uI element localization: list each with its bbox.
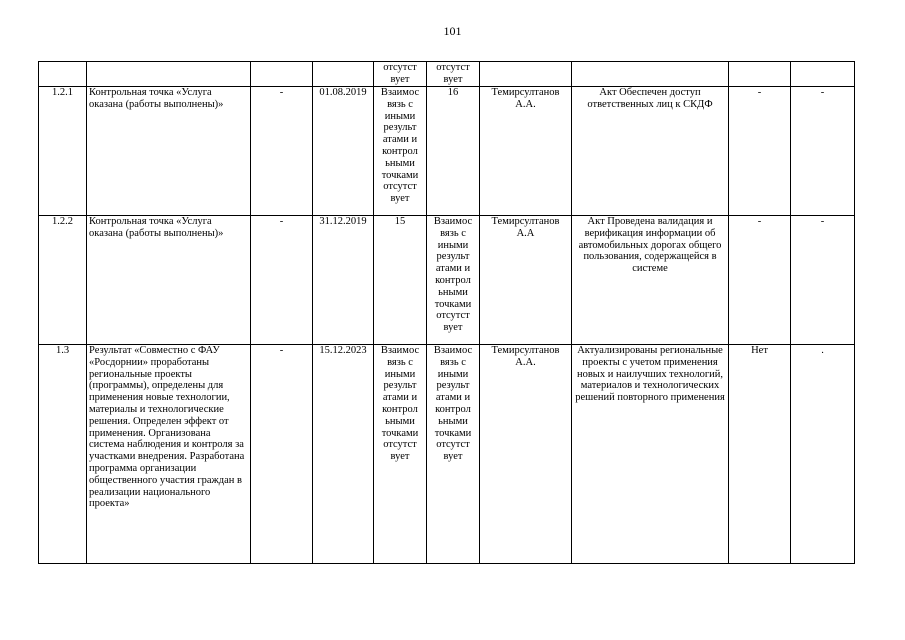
cell-col9: - bbox=[729, 216, 791, 345]
cell-date: 31.12.2019 bbox=[313, 216, 374, 345]
cell-col10: . bbox=[791, 345, 855, 564]
cell-responsible: Темирсултанов А.А. bbox=[480, 87, 572, 216]
cell-col5: отсутст вует bbox=[374, 62, 427, 87]
cell-col10: - bbox=[791, 87, 855, 216]
cell-col5: 15 bbox=[374, 216, 427, 345]
cell-col6: Взаимос вязь с иными результ атами и контрол ьными точками отсутст вует bbox=[427, 216, 480, 345]
cell-responsible: Темирсултанов А.А bbox=[480, 216, 572, 345]
cell-result: Акт Проведена валидация и верификация информации об автомобильных дорогах общего пользования, содержащейся в системе bbox=[572, 216, 729, 345]
cell-col3: - bbox=[251, 345, 313, 564]
cell-name: Контрольная точка «Услуга оказана (работы выполнены)» bbox=[87, 87, 251, 216]
cell-col6: отсутст вует bbox=[427, 62, 480, 87]
table-row bbox=[39, 87, 855, 216]
cell-num bbox=[39, 62, 87, 87]
cell-col9 bbox=[729, 62, 791, 87]
cell-responsible bbox=[480, 62, 572, 87]
cell-date bbox=[313, 62, 374, 87]
cell-col5: Взаимос вязь с иными результ атами и контрол ьными точками отсутст вует bbox=[374, 87, 427, 216]
cell-date: 01.08.2019 bbox=[313, 87, 374, 216]
cell-num: 1.2.2 bbox=[39, 216, 87, 345]
cell-date: 15.12.2023 bbox=[313, 345, 374, 564]
cell-col9: - bbox=[729, 87, 791, 216]
cell-col5: Взаимос вязь с иными результ атами и контрол ьными точками отсутст вует bbox=[374, 345, 427, 564]
cell-result: Актуализированы региональные проекты с учетом применения новых и наилучших технологий, материалов и технологических решений повторного применения bbox=[572, 345, 729, 564]
cell-col9: Нет bbox=[729, 345, 791, 564]
cell-col10: - bbox=[791, 216, 855, 345]
table-row bbox=[39, 216, 855, 345]
cell-col6: 16 bbox=[427, 87, 480, 216]
cell-name bbox=[87, 62, 251, 87]
table-row bbox=[39, 345, 855, 564]
cell-col3: - bbox=[251, 216, 313, 345]
cell-responsible: Темирсултанов А.А. bbox=[480, 345, 572, 564]
cell-name: Результат «Совместно с ФАУ «Росдорнии» проработаны региональные проекты (программы), определены для применения новые технологии, материалы и технологические решения. Определен эффект от применения. Организована система наблюдения и контроля за участками внедрения. Разработана программа организации общественного участия граждан в реализации национального проекта» bbox=[87, 345, 251, 564]
cell-col3: - bbox=[251, 87, 313, 216]
cell-col6: Взаимос вязь с иными результ атами и контрол ьными точками отсутст вует bbox=[427, 345, 480, 564]
cell-result bbox=[572, 62, 729, 87]
cell-num: 1.3 bbox=[39, 345, 87, 564]
control-points-table bbox=[38, 61, 855, 564]
cell-col3 bbox=[251, 62, 313, 87]
table-row bbox=[39, 62, 855, 87]
page-number: 101 bbox=[443, 24, 462, 38]
cell-num: 1.2.1 bbox=[39, 87, 87, 216]
cell-name: Контрольная точка «Услуга оказана (работы выполнены)» bbox=[87, 216, 251, 345]
cell-result: Акт Обеспечен доступ ответственных лиц к СКДФ bbox=[572, 87, 729, 216]
cell-col10 bbox=[791, 62, 855, 87]
